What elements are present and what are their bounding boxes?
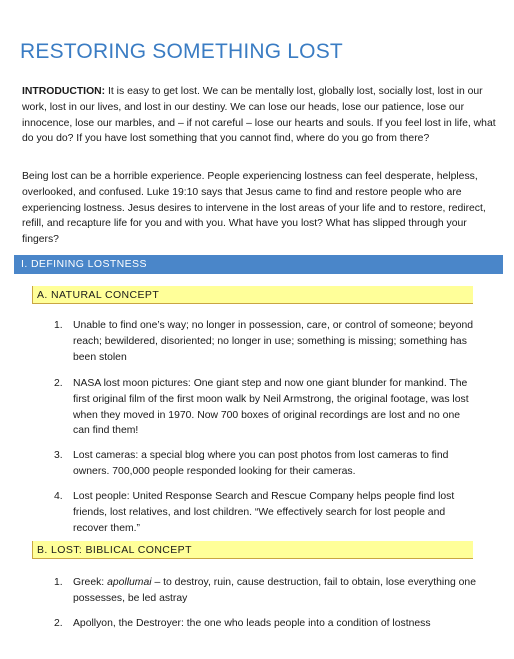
list-item-number: 2. bbox=[54, 378, 63, 389]
list-item-text bbox=[73, 575, 477, 607]
list-item-text: Unable to find one’s way; no longer in possession, care, or control of someone; beyond reach; bewildered, disoriented; no longer in use; something is missing; something has been stolen bbox=[73, 320, 474, 363]
list-item-text: Apollyon, the Destroyer: the one who leads people into a condition of lostness bbox=[73, 618, 431, 629]
introduction-text: It is easy to get lost. We can be mentally lost, globally lost, socially lost, lost in our work, lost in our lives, and lost in our destiny. We can lose our heads, lose our patience, lose our innocence, lose our marbles, and – if not careful – lose our hearts and souls. If you feel lost in life, what do you do? If you have lost something that you cannot find, where do you go from there? bbox=[22, 86, 496, 145]
list-item-number: 3. bbox=[54, 450, 63, 461]
subheading-natural-concept: A. NATURAL CONCEPT bbox=[32, 286, 473, 304]
list-item-text: Lost people: United Response Search and Rescue Company helps people find lost friends, lost relatives, and lost children. “We effectively search for lost people and recover them.” bbox=[73, 491, 455, 534]
section-heading-defining-lostness: I. DEFINING LOSTNESS bbox=[14, 255, 503, 274]
greek-term: apollumai bbox=[107, 577, 152, 588]
introduction-paragraph bbox=[22, 84, 500, 147]
list-item-number: 1. bbox=[54, 577, 63, 588]
subheading-biblical-concept: B. LOST: BIBLICAL CONCEPT bbox=[32, 541, 473, 559]
list-item-text: Lost cameras: a special blog where you can post photos from lost cameras to find owners. 700,000 people responded looking for their cameras. bbox=[73, 450, 449, 477]
introduction-label: INTRODUCTION: bbox=[22, 86, 106, 97]
list-item-number: 1. bbox=[54, 320, 63, 331]
body-paragraph: Being lost can be a horrible experience. People experiencing lostness can feel desperate, helpless, overlooked, and confused. Luke 19:10 says that Jesus came to find and restore people who are experiencing lostness. Jesus desires to intervene in the lost areas of your life and to restore, redirect, refill, and recapture life for you and with you. What have you lost? What has slipped through your fingers? bbox=[22, 171, 486, 246]
list-item-prefix: Greek: bbox=[73, 577, 108, 588]
list-item-number: 4. bbox=[54, 491, 63, 502]
list-item-text: NASA lost moon pictures: One giant step and now one giant blunder for mankind. The first original film of the first moon walk by Neil Armstrong, the original footage, was lost when they moved in 1970. Now 700 boxes of original recordings are lost and no one can find them! bbox=[73, 378, 469, 437]
list-item-definition: – to destroy, ruin, cause destruction, fail to obtain, lose everything one possesses, be led astray bbox=[73, 577, 476, 604]
list-item-number: 2. bbox=[54, 618, 63, 629]
page-title: RESTORING SOMETHING LOST bbox=[20, 40, 343, 63]
